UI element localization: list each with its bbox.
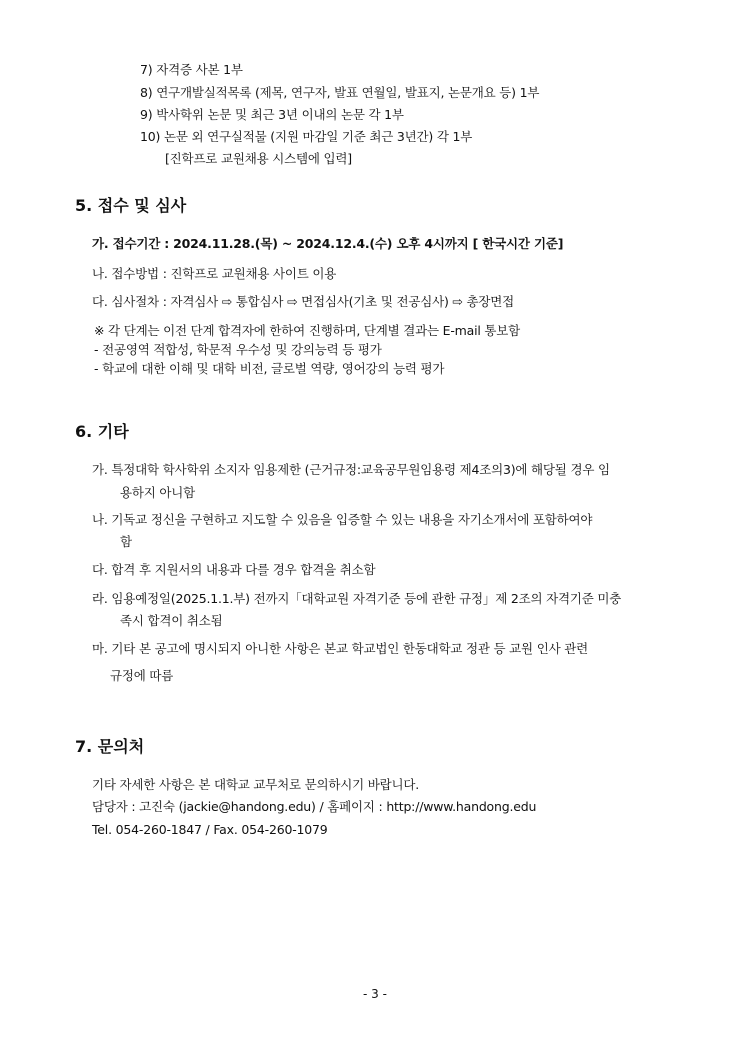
section-6-item-ma: 마. 기타 본 공고에 명시되지 아니한 사항은 본교 학교법인 한동대학교 정관 등 교원 인사 관련	[92, 641, 588, 656]
section-6-item-ga-cont: 용하지 아니함	[120, 485, 196, 500]
section-6-item-da: 다. 합격 후 지원서의 내용과 다를 경우 합격을 취소함	[92, 562, 376, 577]
section-6-item-ra-cont: 족시 합격이 취소됨	[120, 613, 223, 628]
section-5-title: 5. 접수 및 심사	[75, 196, 187, 215]
section-6-item-na-cont: 함	[120, 534, 132, 549]
section-7-title: 7. 문의처	[75, 737, 145, 756]
section-5-bullet-2: - 학교에 대한 이해 및 대학 비전, 글로벌 역량, 영어강의 능력 평가	[94, 361, 445, 376]
section-7-line-1: 기타 자세한 사항은 본 대학교 교무처로 문의하시기 바랍니다.	[92, 777, 420, 792]
section-6-item-na: 나. 기독교 정신을 구현하고 지도할 수 있음을 입증할 수 있는 내용을 자기소개서에 포함하여야	[92, 512, 593, 527]
list-item-9: 9) 박사학위 논문 및 최근 3년 이내의 논문 각 1부	[140, 107, 404, 122]
section-7-phone: Tel. 054-260-1847 / Fax. 054-260-1079	[92, 822, 328, 837]
section-6-item-ra: 라. 임용예정일(2025.1.1.부) 전까지「대학교원 자격기준 등에 관한 규정」제 2조의 자격기준 미충	[92, 591, 622, 606]
section-5-item-na: 나. 접수방법 : 진학프로 교원채용 사이트 이용	[92, 266, 337, 281]
list-item-7: 7) 자격증 사본 1부	[140, 62, 243, 77]
list-item-10: 10) 논문 외 연구실적물 (지원 마감일 기준 최근 3년간) 각 1부	[140, 129, 473, 144]
section-5-note: ※ 각 단계는 이전 단계 합격자에 한하여 진행하며, 단계별 결과는 E-mail 통보함	[94, 323, 521, 338]
page-number: - 3 -	[363, 987, 387, 1001]
section-6-title: 6. 기타	[75, 422, 129, 441]
section-5-item-ga: 가. 접수기간 : 2024.11.28.(목) ~ 2024.12.4.(수) 오후 4시까지 [ 한국시간 기준]	[92, 236, 564, 251]
list-item-10-note: [진학프로 교원채용 시스템에 입력]	[165, 151, 352, 166]
list-item-8: 8) 연구개발실적목록 (제목, 연구자, 발표 연월일, 발표지, 논문개요 등) 1부	[140, 85, 540, 100]
section-5-bullet-1: - 전공영역 적합성, 학문적 우수성 및 강의능력 등 평가	[94, 342, 382, 357]
section-7-contact: 담당자 : 고진숙 (jackie@handong.edu) / 홈페이지 : http://www.handong.edu	[92, 799, 537, 814]
section-6-item-ga: 가. 특정대학 학사학위 소지자 임용제한 (근거규정:교육공무원임용령 제4조의3)에 해당될 경우 임	[92, 462, 610, 477]
section-5-item-da: 다. 심사절차 : 자격심사 ⇨ 통합심사 ⇨ 면접심사(기초 및 전공심사) ⇨ 총장면접	[92, 294, 514, 309]
section-6-item-ma-cont: 규정에 따름	[110, 668, 174, 683]
